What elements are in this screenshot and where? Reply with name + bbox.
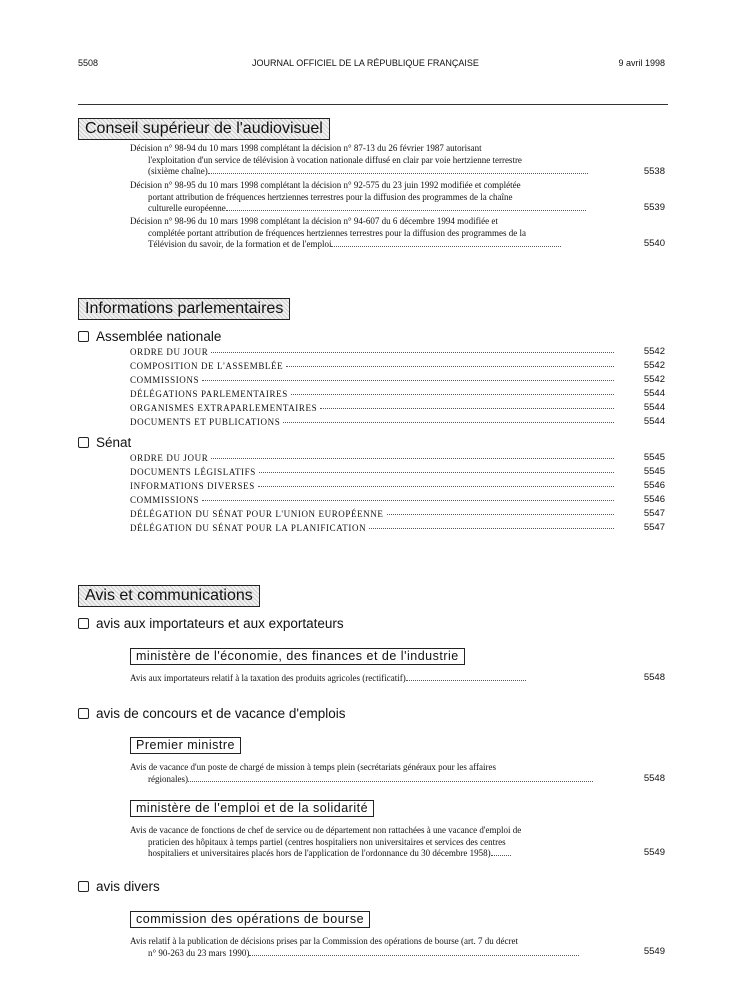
entry-text-line: Télévision du savoir, de la formation et de l'emploi	[130, 239, 614, 251]
subheading-assemblee: Assemblée nationale	[78, 329, 221, 344]
toc-entry-csa-2[interactable]	[130, 180, 614, 215]
page-ref: 5548	[643, 773, 665, 784]
toc-line[interactable]: COMPOSITION DE L'ASSEMBLÉE	[130, 361, 614, 371]
page-ref: 5549	[643, 847, 665, 858]
toc-entry-concours-2[interactable]	[130, 825, 614, 860]
toc-line[interactable]: DÉLÉGATIONS PARLEMENTAIRES	[130, 389, 614, 399]
page-ref: 5538	[643, 166, 665, 177]
toc-entry-concours-1[interactable]	[130, 762, 614, 785]
entry-text-line: hospitaliers et universitaires placés hors de l'application de l'ordonnance du 30 décembre 1958)	[130, 848, 614, 860]
entry-text-line: Avis relatif à la publication de décisions prises par la Commission des opérations de bourse (art. 7 du décret	[130, 936, 518, 946]
entry-text-line: Décision n° 98-96 du 10 mars 1998 complétant la décision n° 94-607 du 6 décembre 1994 modifiée et	[130, 216, 498, 226]
entry-text-line: Avis de vacance d'un poste de chargé de mission à temps plein (secrétariats généraux pour les affaires	[130, 762, 496, 772]
toc-line[interactable]: ORDRE DU JOUR	[130, 453, 614, 463]
page-ref: 5542	[643, 360, 665, 371]
page-ref: 5544	[643, 416, 665, 427]
checkbox-square-icon	[78, 708, 89, 719]
toc-line[interactable]: COMMISSIONS	[130, 375, 614, 385]
ministry-heading: ministère de l'économie, des finances et de l'industrie	[130, 648, 465, 665]
toc-line[interactable]: ORDRE DU JOUR	[130, 347, 614, 357]
subheading-divers: avis divers	[78, 879, 160, 894]
toc-line[interactable]: INFORMATIONS DIVERSES	[130, 481, 614, 491]
toc-line[interactable]: DÉLÉGATION DU SÉNAT POUR L'UNION EUROPÉENNE	[130, 509, 614, 519]
section-banner-parlementaires: Informations parlementaires	[78, 298, 290, 320]
entry-text-line: Avis de vacance de fonctions de chef de service ou de département non rattachées à une vacance d'emploi de	[130, 825, 522, 835]
toc-entry-csa-3[interactable]	[130, 216, 614, 251]
header-rule	[78, 104, 668, 105]
page-ref: 5545	[643, 452, 665, 463]
entry-text-line: Avis aux importateurs relatif à la taxation des produits agricoles (rectificatif)	[130, 673, 406, 683]
checkbox-square-icon	[78, 331, 89, 342]
journal-title: JOURNAL OFFICIEL DE LA RÉPUBLIQUE FRANÇAISE	[252, 58, 479, 68]
page-ref: 5545	[643, 466, 665, 477]
page-ref: 5539	[643, 202, 665, 213]
toc-line[interactable]: DOCUMENTS ET PUBLICATIONS	[130, 417, 614, 427]
toc-entry-csa-1[interactable]	[130, 143, 614, 178]
page-ref: 5542	[643, 346, 665, 357]
toc-entry-import-export[interactable]	[130, 673, 614, 685]
toc-entry-divers[interactable]	[130, 936, 614, 959]
entry-text-line: (sixième chaîne)	[130, 166, 614, 178]
subheading-senat: Sénat	[78, 435, 131, 450]
ministry-heading: ministère de l'emploi et de la solidarité	[130, 800, 374, 817]
page-ref: 5546	[643, 494, 665, 505]
checkbox-square-icon	[78, 618, 89, 629]
toc-line[interactable]: ORGANISMES EXTRAPARLEMENTAIRES	[130, 403, 614, 413]
entry-text-line: n° 90-263 du 23 mars 1990)	[130, 948, 614, 960]
page-ref: 5547	[643, 522, 665, 533]
toc-line[interactable]: DOCUMENTS LÉGISLATIFS	[130, 467, 614, 477]
ministry-heading: commission des opérations de bourse	[130, 911, 370, 928]
section-banner-csa: Conseil supérieur de l'audiovisuel	[78, 118, 330, 140]
page-ref: 5548	[643, 672, 665, 683]
entry-text-line: complétée portant attribution de fréquences hertziennes terrestres pour la diffusion des programmes de la	[148, 227, 526, 238]
toc-line[interactable]: COMMISSIONS	[130, 495, 614, 505]
entry-text-line: régionales)	[130, 774, 614, 786]
subheading-concours: avis de concours et de vacance d'emplois	[78, 706, 345, 721]
toc-line[interactable]: DÉLÉGATION DU SÉNAT POUR LA PLANIFICATION	[130, 523, 614, 533]
page-ref: 5544	[643, 388, 665, 399]
page-ref: 5540	[643, 238, 665, 249]
entry-text-line: Décision n° 98-94 du 10 mars 1998 complétant la décision n° 87-13 du 26 février 1987 autorisant	[130, 143, 482, 153]
entry-text-line: praticien des hôpitaux à temps partiel (centres hospitaliers non universitaires et services des centres	[148, 836, 506, 847]
subheading-import-export: avis aux importateurs et aux exportateurs	[78, 616, 344, 631]
entry-text-line: Décision n° 98-95 du 10 mars 1998 complétant la décision n° 92-575 du 23 juin 1992 modifiée et complétée	[130, 180, 521, 190]
ministry-heading: Premier ministre	[130, 737, 241, 754]
checkbox-square-icon	[78, 881, 89, 892]
entry-text-line: portant attribution de fréquences hertziennes terrestres pour la diffusion des programmes de la chaîne	[148, 191, 513, 202]
page-ref: 5549	[643, 946, 665, 957]
section-banner-avis: Avis et communications	[78, 585, 260, 607]
page-ref: 5542	[643, 374, 665, 385]
checkbox-square-icon	[78, 437, 89, 448]
entry-text-line: culturelle européenne	[130, 203, 614, 215]
page-number: 5508	[78, 58, 99, 68]
page-ref: 5544	[643, 402, 665, 413]
page-ref: 5546	[643, 480, 665, 491]
issue-date: 9 avril 1998	[618, 58, 665, 68]
entry-text-line: l'exploitation d'un service de télévision à vocation nationale diffusé en clair par voie hertzienne terrestre	[148, 154, 522, 165]
page-ref: 5547	[643, 508, 665, 519]
